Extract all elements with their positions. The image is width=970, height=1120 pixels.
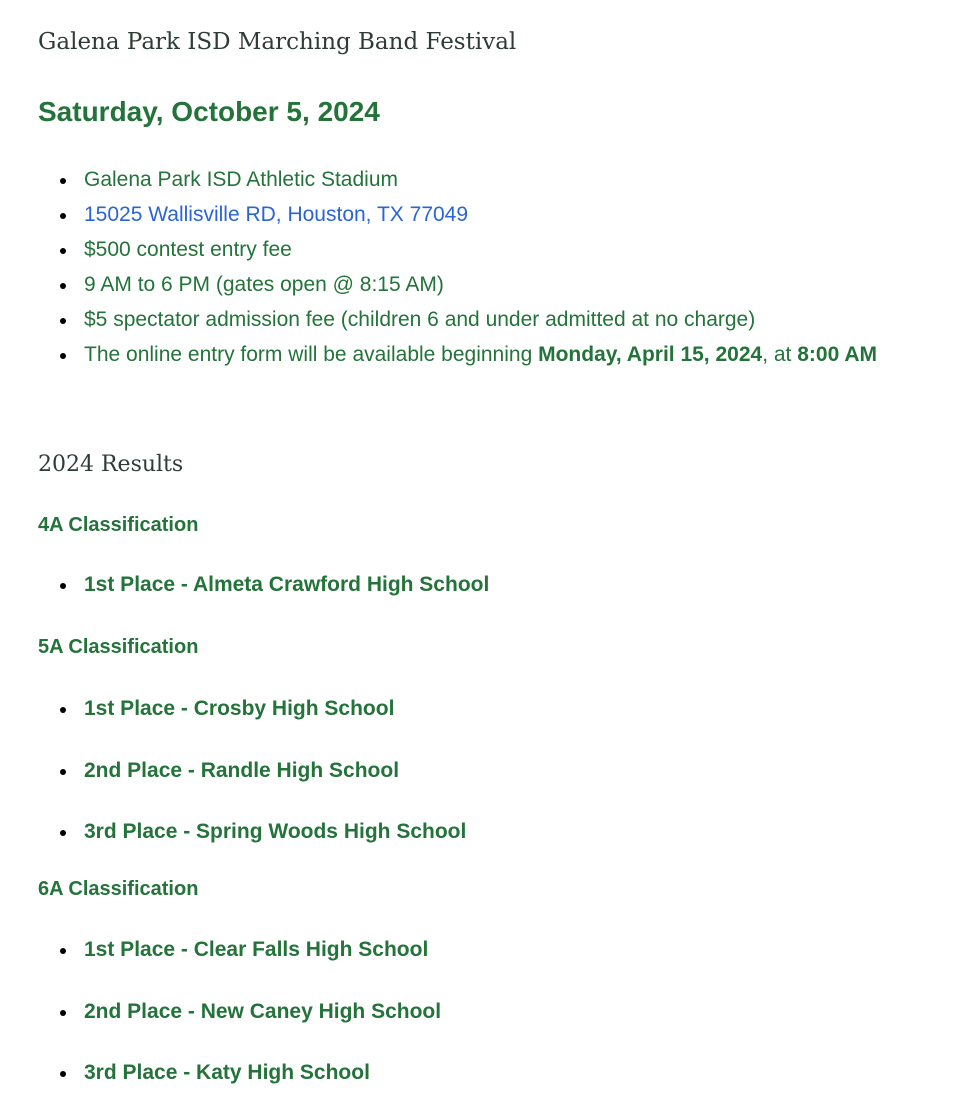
bullet-icon — [60, 1010, 66, 1016]
placement-text: 2nd Place - Randle High School — [84, 758, 400, 782]
placement-text: 1st Place - Almeta Crawford High School — [84, 573, 490, 596]
bullet-icon — [60, 283, 66, 289]
bullet-icon — [60, 830, 66, 836]
placements-list-6a — [0, 936, 970, 1120]
bullet-icon — [60, 248, 66, 254]
online-form-prefix: The online entry form will be available beginning — [84, 343, 539, 366]
placement-item — [0, 936, 970, 998]
placement-item — [0, 695, 970, 757]
placement-text: 2nd Place - New Caney High School — [84, 999, 442, 1023]
hours-text: 9 AM to 6 PM (gates open @ 8:15 AM) — [84, 273, 444, 296]
online-form-mid: , at — [762, 343, 798, 366]
bullet-icon — [60, 769, 66, 775]
placements-list-4a — [0, 571, 970, 633]
bullet-icon — [60, 1071, 66, 1077]
bullet-icon — [60, 707, 66, 713]
event-date: Saturday, October 5, 2024 — [38, 96, 380, 127]
classification-heading-6a: 6A Classification — [38, 878, 199, 900]
online-form-date: Monday, April 15, 2024 — [538, 343, 763, 366]
address-link[interactable]: 15025 Wallisville RD, Houston, TX 77049 — [84, 203, 469, 226]
placement-text: 1st Place - Clear Falls High School — [84, 938, 429, 961]
event-details-list — [0, 162, 970, 372]
detail-venue — [0, 162, 970, 197]
online-form-time: 8:00 AM — [797, 343, 877, 366]
detail-entry-fee — [0, 232, 970, 267]
placement-item — [0, 757, 970, 819]
detail-online-form — [0, 337, 970, 372]
detail-admission — [0, 302, 970, 337]
placement-item — [0, 1059, 970, 1120]
venue-text: Galena Park ISD Athletic Stadium — [84, 168, 398, 191]
bullet-icon — [60, 318, 66, 324]
placement-item — [0, 571, 970, 633]
bullet-icon — [60, 213, 66, 219]
bullet-icon — [60, 178, 66, 184]
bullet-icon — [60, 353, 66, 359]
entry-fee-text: $500 contest entry fee — [84, 238, 292, 261]
placement-text: 3rd Place - Katy High School — [84, 1061, 370, 1084]
detail-hours — [0, 267, 970, 302]
placement-item — [0, 818, 970, 880]
page-title: Galena Park ISD Marching Band Festival — [38, 29, 517, 55]
classification-heading-5a: 5A Classification — [38, 636, 199, 658]
admission-text: $5 spectator admission fee (children 6 and under admitted at no charge) — [84, 308, 756, 331]
placement-text: 1st Place - Crosby High School — [84, 697, 395, 720]
placement-item — [0, 998, 970, 1060]
results-heading: 2024 Results — [38, 452, 184, 477]
placements-list-5a — [0, 695, 970, 880]
detail-address — [0, 197, 970, 232]
classification-heading-4a: 4A Classification — [38, 514, 199, 536]
placement-text: 3rd Place - Spring Woods High School — [84, 820, 467, 843]
bullet-icon — [60, 948, 66, 954]
bullet-icon — [60, 583, 66, 589]
